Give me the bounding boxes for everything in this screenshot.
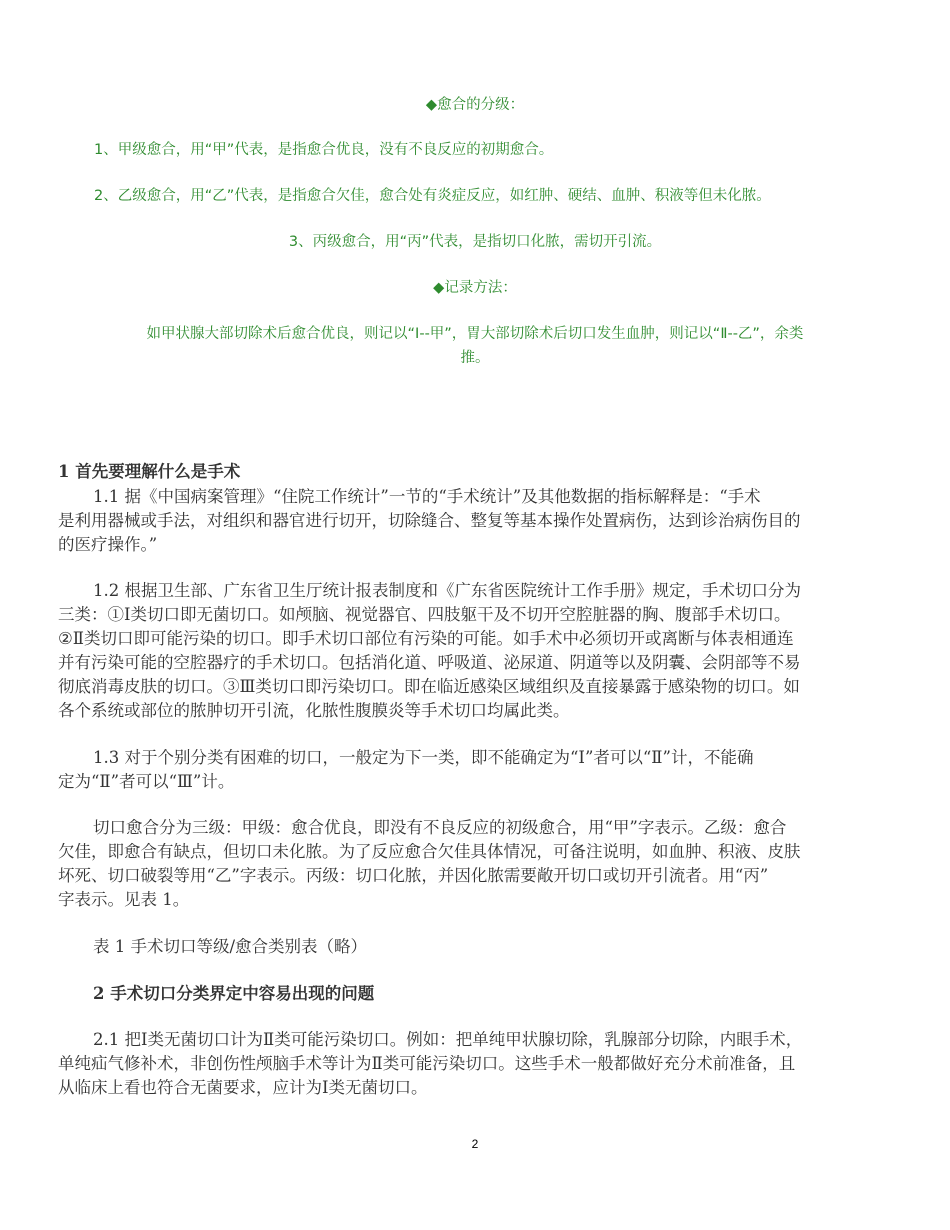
paragraph-line: 定为“Ⅱ”者可以“Ⅲ”计。 [58,772,235,791]
healing-item-2: 2、乙级愈合，用“乙”代表，是指愈合欠佳，愈合处有炎症反应，如红肿、硬结、血肿、积液等但未化脓。 [94,188,771,204]
paragraph-line: 三类：①Ⅰ类切口即无菌切口。如颅脑、视觉器官、四肢躯干及不切开空腔脏器的胸、腹部手术切口。 [58,605,791,624]
paragraph-1-3 [58,746,898,794]
paragraph-line: 并有污染可能的空腔器疗的手术切口。包括消化道、呼吸道、泌尿道、阴道等以及阴囊、会阴部等不易 [58,653,801,672]
healing-item-3: 3、丙级愈合，用“丙”代表，是指切口化脓，需切开引流。 [288,234,662,250]
paragraph-line: 1.3 对于个别分类有困难的切口，一般定为下一类，即不能确定为“Ⅰ”者可以“Ⅱ”计，不能确 [93,748,754,767]
paragraph-line: 1.1 据《中国病案管理》“住院工作统计”一节的“手术统计”及其他数据的指标解释是：“手术 [93,487,761,506]
paragraph-1-1 [58,485,898,557]
paragraph-healing-classes [58,816,898,912]
paragraph-line: 是利用器械或手法，对组织和器官进行切开，切除缝合、整复等基本操作处置病伤，达到诊治病伤目的 [58,511,801,530]
healing-grade-heading: ◆愈合的分级： [425,97,525,113]
record-method-heading: ◆记录方法： [433,280,517,296]
paragraph-line: 各个系统或部位的脓肿切开引流，化脓性腹膜炎等手术切口均属此类。 [58,701,570,720]
paragraph-line: 坏死、切口破裂等用“乙”字表示。丙级：切口化脓，并因化脓需要敞开切口或切开引流者。用“丙” [58,866,769,885]
paragraph-line: 从临床上看也符合无菌要求，应计为Ⅰ类无菌切口。 [58,1078,428,1097]
paragraph-2-1 [58,1028,898,1100]
paragraph-line: ②Ⅱ类切口即可能污染的切口。即手术切口部位有污染的可能。如手术中必须切开或离断与体表相通连 [58,629,794,648]
paragraph-line: 单纯疝气修补术，非创伤性颅脑手术等计为Ⅱ类可能污染切口。这些手术一般都做好充分术前准备，且 [58,1054,796,1073]
paragraph-line: 的医疗操作。” [58,535,158,554]
record-method-line-1: 如甲状腺大部切除术后愈合优良，则记以“Ⅰ--甲”，胃大部切除术后切口发生血肿，则记以“Ⅱ--乙”，余类 [146,326,804,342]
paragraph-line: 字表示。见表 1。 [58,890,190,909]
page-number: 2 [471,1137,479,1151]
paragraph-line: 切口愈合分为三级：甲级：愈合优良，即没有不良反应的初级愈合，用“甲”字表示。乙级：愈合 [93,818,787,837]
paragraph-line: 欠佳，即愈合有缺点，但切口未化脓。为了反应愈合欠佳具体情况，可备注说明，如血肿、积液、皮肤 [58,842,801,861]
paragraph-1-2 [58,579,898,723]
table-note: 表 1 手术切口等级/愈合类别表（略） [93,937,368,956]
healing-item-1: 1、甲级愈合，用“甲”代表，是指愈合优良，没有不良反应的初期愈合。 [94,142,554,158]
paragraph-line: 彻底消毒皮肤的切口。③Ⅲ类切口即污染切口。即在临近感染区域组织及直接暴露于感染物的切口。如 [58,677,800,696]
section-1-heading: 1 首先要理解什么是手术 [58,462,241,481]
paragraph-line: 1.2 根据卫生部、广东省卫生厅统计报表制度和《广东省医院统计工作手册》规定，手术切口分为 [93,581,801,600]
paragraph-line: 2.1 把Ⅰ类无菌切口计为Ⅱ类可能污染切口。例如：把单纯甲状腺切除，乳腺部分切除，内眼手术， [93,1030,803,1049]
record-method-line-2: 推。 [460,350,490,366]
section-2-heading: 2 手术切口分类界定中容易出现的问题 [93,984,375,1003]
